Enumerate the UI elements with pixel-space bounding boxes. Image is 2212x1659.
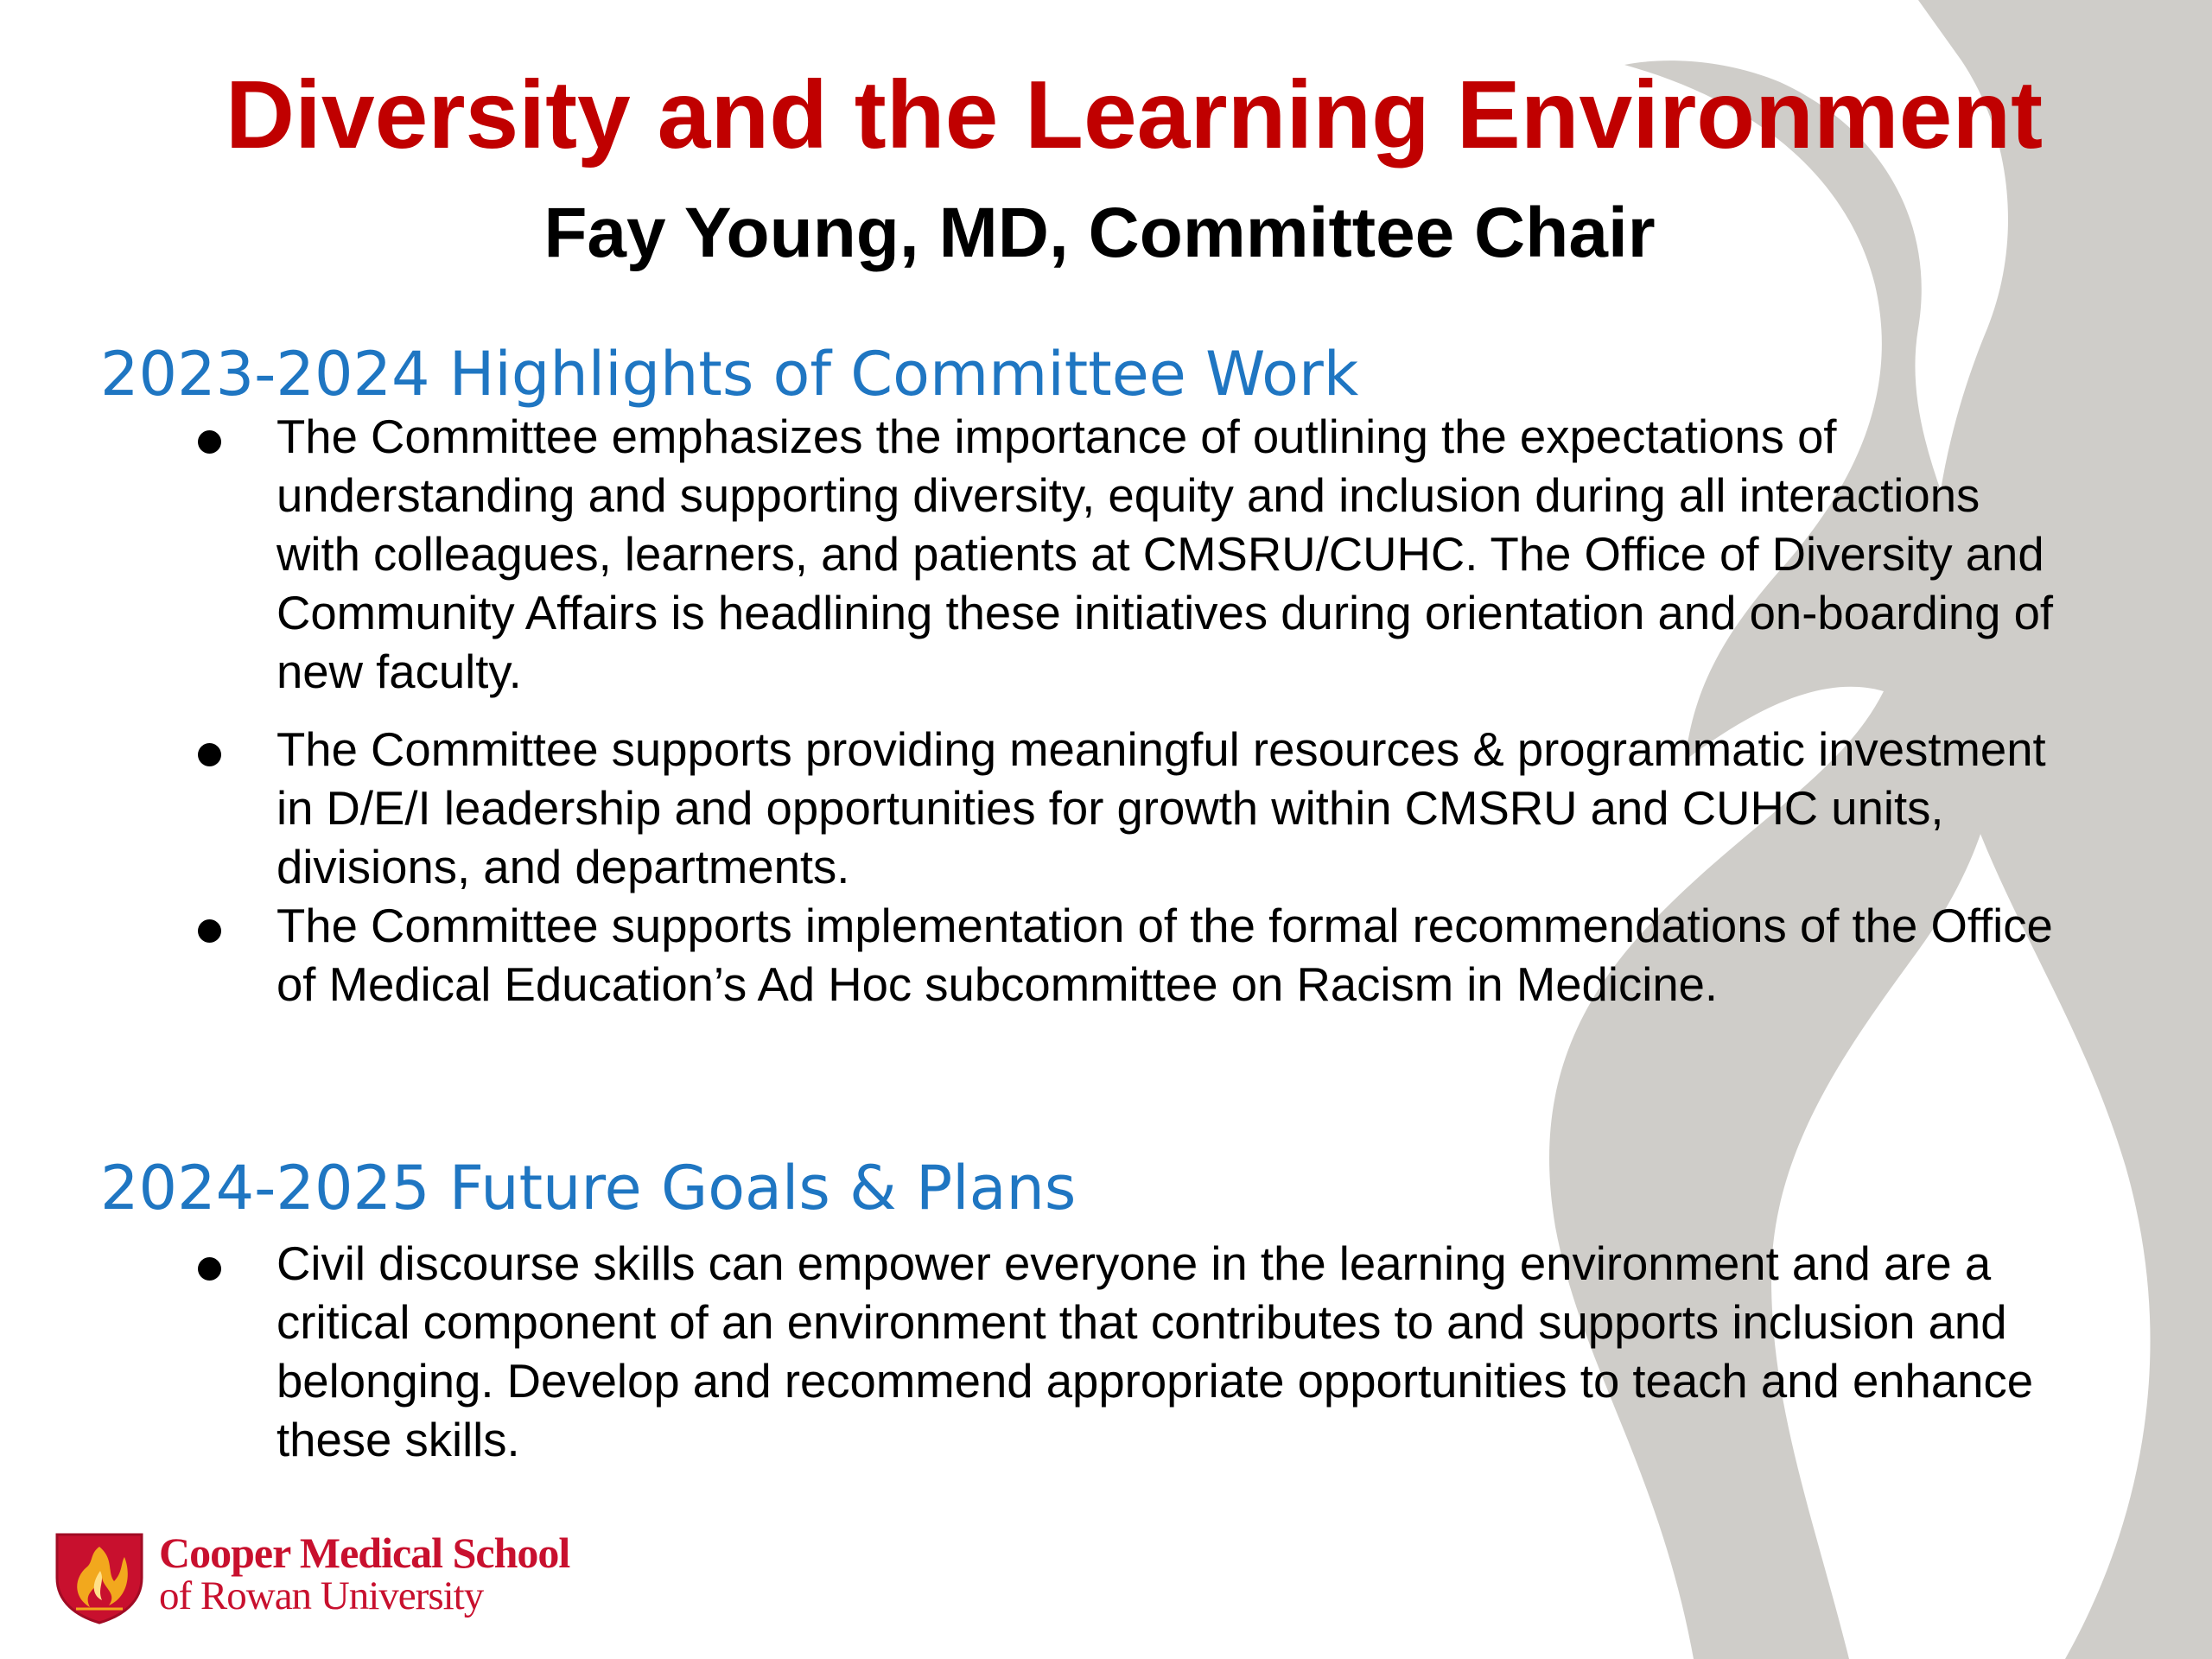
bullet-icon <box>198 743 221 766</box>
flame-shield-icon <box>52 1528 147 1624</box>
slide-title: Diversity and the Learning Environment <box>225 61 2044 168</box>
bullet-icon <box>198 1257 221 1281</box>
logo-text-school: Cooper Medical School <box>159 1529 570 1577</box>
bullet-text: The Committee emphasizes the importance of outlining the expectations of understanding and supporting diversity, equity and inclusion during all interactions with colleagues, learners, and patients at CMSRU/CUHC. The Office of Diversity and Community Affairs is headlining these initiatives during orientation and on-boarding of new faculty. <box>276 410 2054 698</box>
highlights-heading: 2023-2024 Highlights of Committee Work <box>100 339 1359 410</box>
bullet-text: Civil discourse skills can empower everyone in the learning environment and are a critical component of an environment that contributes to and supports inclusion and belonging. Develop and recommend appropriate opportunities to teach and enhance these skills. <box>276 1237 2034 1466</box>
goals-heading: 2024-2025 Future Goals & Plans <box>100 1153 1077 1224</box>
slide-subtitle: Fay Young, MD, Committee Chair <box>543 194 1656 272</box>
logo-text-university: of Rowan University <box>159 1573 484 1618</box>
bullet-icon <box>198 919 221 943</box>
cooper-medical-school-logo <box>52 1528 605 1631</box>
bullet-icon <box>198 430 221 454</box>
bullet-text: The Committee supports providing meaningful resources & programmatic investment in D/E/I leadership and opportunities for growth within CMSRU and CUHC units, divisions, and departments. <box>276 723 2046 893</box>
bullet-text: The Committee supports implementation of the formal recommendations of the Office of Medical Education’s Ad Hoc subcommittee on Racism in Medicine. <box>276 899 2053 1011</box>
